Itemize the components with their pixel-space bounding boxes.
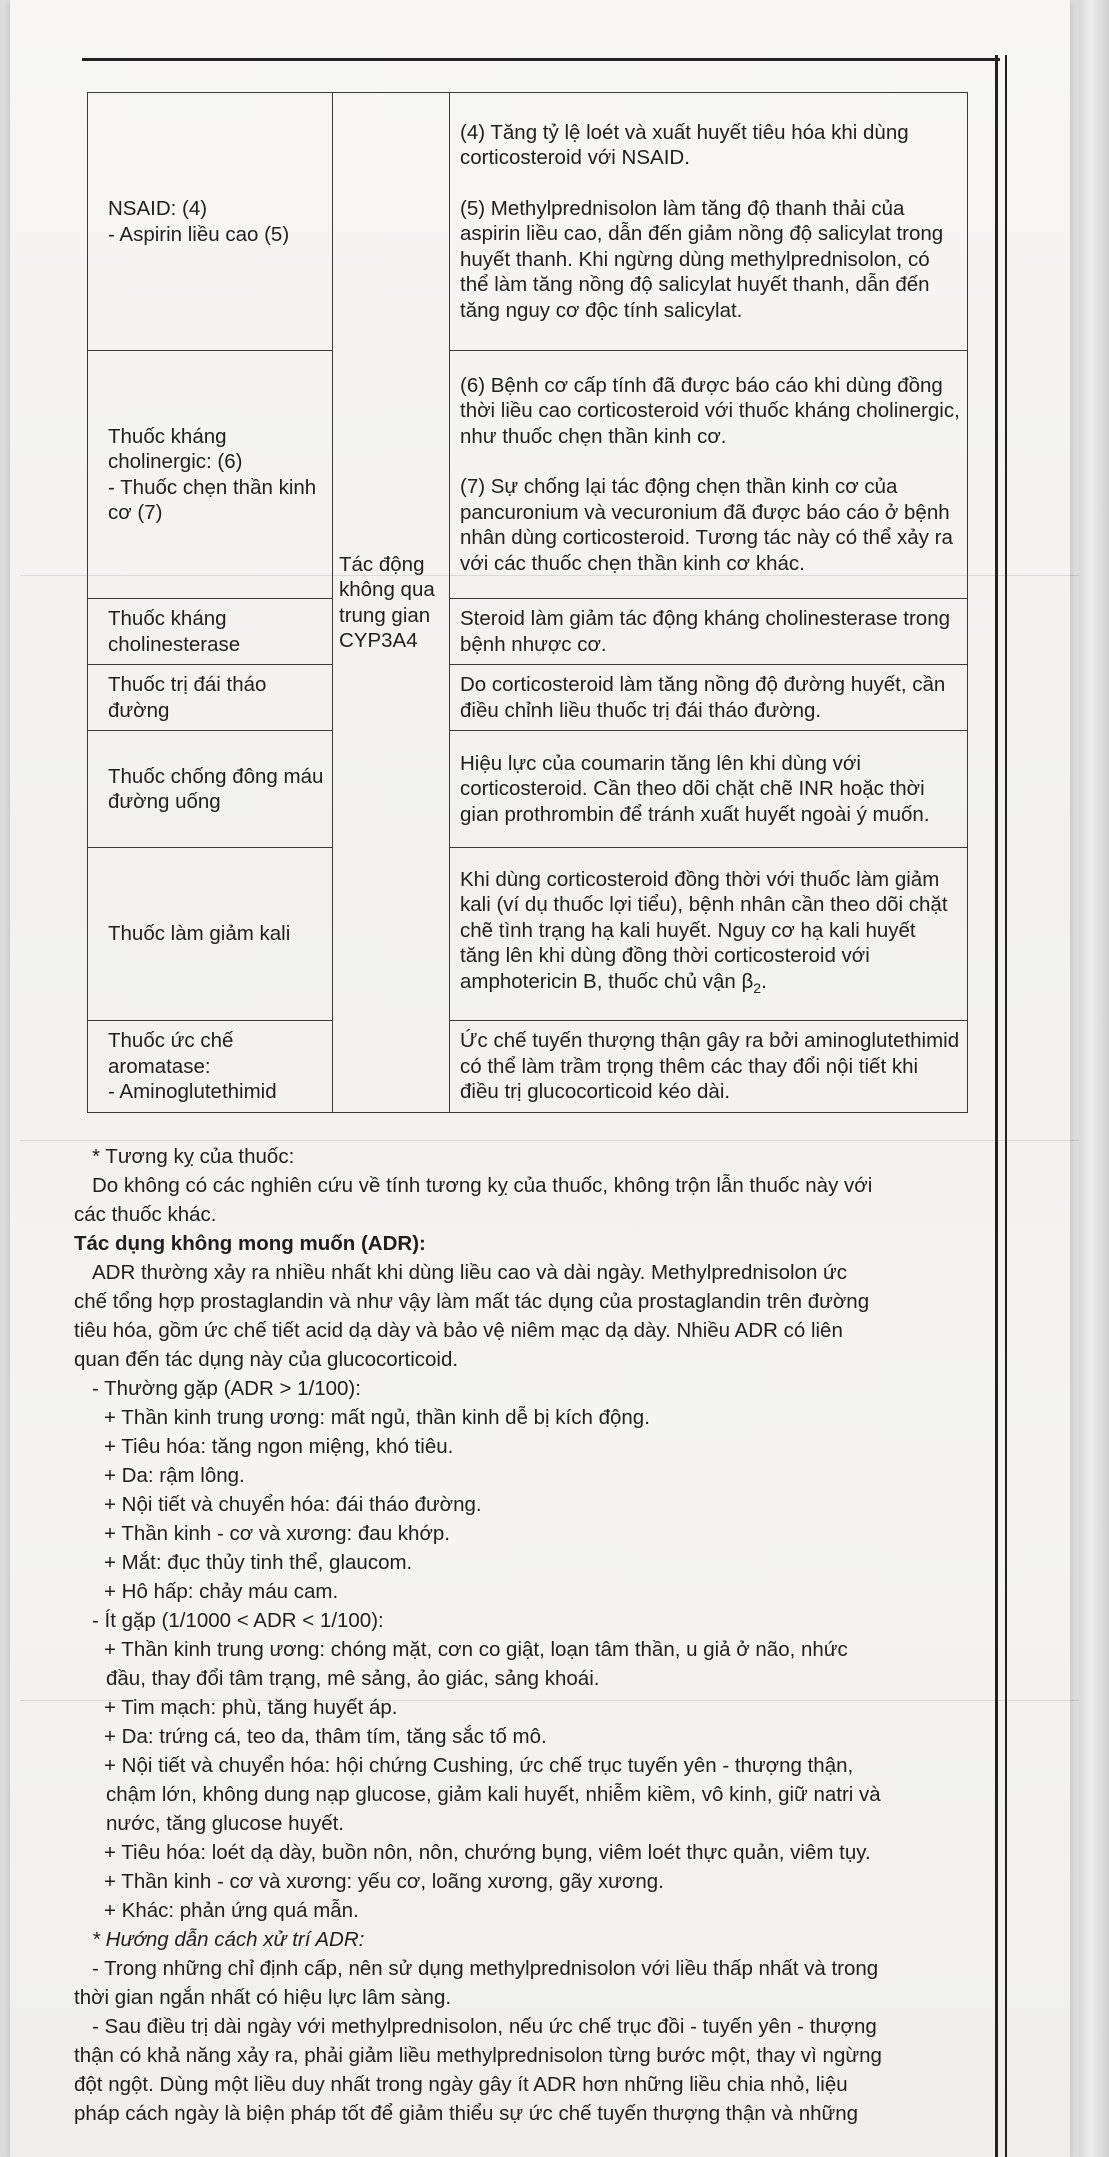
list-item: + Nội tiết và chuyển hóa: đái tháo đường. — [104, 1493, 482, 1516]
paragraph-line: pháp cách ngày là biện pháp tốt để giảm thiểu sự ức chế tuyến thượng thận và những — [74, 2102, 859, 2125]
drug-name: Thuốc ức chế aromatase: — [108, 1029, 234, 1078]
interaction-table — [87, 92, 968, 1113]
list-item: chậm lớn, không dung nạp glucose, giảm kali huyết, nhiễm kiềm, vô kinh, giữ natri và — [106, 1783, 881, 1806]
list-item: + Da: rậm lông. — [104, 1464, 245, 1487]
list-item: + Mắt: đục thủy tinh thể, glaucom. — [104, 1551, 413, 1574]
section-heading: * Hướng dẫn cách xử trí ADR: — [92, 1928, 365, 1951]
table-row — [88, 93, 968, 351]
list-item: + Thần kinh trung ương: chóng mặt, cơn co giật, loạn tâm thần, u giả ở não, nhức — [104, 1638, 848, 1661]
page-frame-right-outer — [1005, 55, 1007, 2157]
section-heading: Tác dụng không mong muốn (ADR): — [74, 1232, 426, 1255]
background-edge — [1079, 0, 1109, 2157]
table-row — [88, 848, 968, 1021]
list-item: nước, tăng glucose huyết. — [106, 1812, 345, 1835]
list-item: + Thần kinh - cơ và xương: yếu cơ, loãng xương, gãy xương. — [104, 1870, 664, 1893]
paragraph-line: ADR thường xảy ra nhiều nhất khi dùng liều cao và dài ngày. Methylprednisolon ức — [92, 1261, 848, 1284]
drug-name: - Aminoglutethimid — [108, 1080, 277, 1104]
note-text: Do corticosteroid làm tăng nồng độ đường huyết, cần điều chỉnh liều thuốc trị đái tháo đường. — [460, 673, 946, 722]
section-heading: * Tương kỵ của thuốc: — [92, 1145, 295, 1168]
drug-name: Thuốc trị đái tháo đường — [108, 673, 267, 722]
note-text-main: Khi dùng corticosteroid đồng thời với thuốc làm giảm kali (ví dụ thuốc lợi tiểu), bệnh nhân cần theo dõi chặt chẽ tình trạng hạ kali huyết. Nguy cơ hạ kali huyết tăng lên khi dùng đồng thời corticosteroid với amphotericin B, thuốc chủ vận β — [460, 867, 948, 993]
table-row — [88, 599, 968, 665]
note-cell — [450, 665, 968, 731]
drug-cell — [88, 848, 333, 1021]
note-text: Steroid làm giảm tác động kháng cholinesterase trong bệnh nhược cơ. — [460, 607, 951, 656]
list-item: + Tim mạch: phù, tăng huyết áp. — [104, 1696, 398, 1719]
list-item: + Hô hấp: chảy máu cam. — [104, 1580, 339, 1603]
list-item: đầu, thay đổi tâm trạng, mê sảng, ảo giác, sảng khoái. — [106, 1667, 600, 1690]
drug-cell — [88, 731, 333, 848]
drug-cell — [88, 665, 333, 731]
paragraph-line: các thuốc khác. — [74, 1203, 217, 1226]
paragraph-line: đột ngột. Dùng một liều duy nhất trong ngày gây ít ADR hơn những liều chia nhỏ, liệu — [74, 2073, 848, 2096]
paragraph-line: Do không có các nghiên cứu về tính tương kỵ của thuốc, không trộn lẫn thuốc này với — [92, 1174, 873, 1197]
paragraph-line: chế tổng hợp prostaglandin và như vậy làm mất tác dụng của prostaglandin trên đường — [74, 1290, 870, 1313]
drug-name: - Thuốc chẹn thần kinh cơ (7) — [108, 475, 317, 524]
drug-name: Thuốc làm giảm kali — [108, 922, 291, 946]
drug-name: - Aspirin liều cao (5) — [108, 222, 290, 246]
paragraph-line: - Trong những chỉ định cấp, nên sử dụng methylprednisolon với liều thấp nhất và trong — [92, 1957, 879, 1980]
table-row — [88, 665, 968, 731]
list-item: + Khác: phản ứng quá mẫn. — [104, 1899, 359, 1922]
fold-crease — [20, 1140, 1080, 1141]
note-cell — [450, 1021, 968, 1113]
paragraph-line: tiêu hóa, gồm ức chế tiết acid dạ dày và bảo vệ niêm mạc dạ dày. Nhiều ADR có liên — [74, 1319, 843, 1342]
note-text: (7) Sự chống lại tác động chẹn thần kinh cơ của pancuronium và vecuronium đã được báo cáo ở bệnh nhân dùng corticosteroid. Tương tác này có thể xảy ra với các thuốc chẹn thần kinh cơ khác. — [460, 475, 953, 575]
note-cell — [450, 599, 968, 665]
note-cell — [450, 848, 968, 1021]
list-item: + Tiêu hóa: loét dạ dày, buồn nôn, nôn, chướng bụng, viêm loét thực quản, viêm tụy. — [104, 1841, 871, 1864]
list-item: + Tiêu hóa: tăng ngon miệng, khó tiêu. — [104, 1435, 454, 1458]
table-row — [88, 351, 968, 599]
note-cell — [450, 731, 968, 848]
list-item: + Nội tiết và chuyển hóa: hội chứng Cushing, ức chế trục tuyến yên - thượng thận, — [104, 1754, 854, 1777]
subscript: 2 — [753, 979, 762, 996]
paragraph-line: thận có khả năng xảy ra, phải giảm liều methylprednisolon từng bước một, thay vì ngừng — [74, 2044, 882, 2067]
list-item: + Thần kinh - cơ và xương: đau khớp. — [104, 1522, 450, 1545]
note-cell — [450, 351, 968, 599]
list-item: + Thần kinh trung ương: mất ngủ, thần kinh dễ bị kích động. — [104, 1406, 650, 1429]
note-text: Ức chế tuyến thượng thận gây ra bởi aminoglutethimid có thể làm trầm trọng thêm các thay đổi nội tiết khi điều trị glucocorticoid kéo dài. — [460, 1029, 960, 1104]
note-text — [460, 867, 961, 1002]
table-row — [88, 1021, 968, 1113]
page-frame-right — [995, 55, 998, 2157]
body-text — [74, 1142, 974, 2128]
list-item: + Da: trứng cá, teo da, thâm tím, tăng sắc tố mô. — [104, 1725, 547, 1748]
note-text: (4) Tăng tỷ lệ loét và xuất huyết tiêu hóa khi dùng corticosteroid với NSAID. — [460, 120, 909, 170]
list-item: - Ít gặp (1/1000 < ADR < 1/100): — [92, 1609, 384, 1632]
list-item: - Thường gặp (ADR > 1/100): — [92, 1377, 361, 1400]
drug-name: NSAID: (4) — [108, 197, 208, 220]
drug-cell — [88, 93, 333, 351]
drug-name: Thuốc kháng cholinergic: (6) — [108, 424, 243, 473]
drug-name: Thuốc chống đông máu đường uống — [108, 764, 324, 813]
drug-cell — [88, 599, 333, 665]
page-frame-top — [82, 58, 1000, 61]
note-text-tail: . — [761, 969, 767, 993]
note-cell — [450, 93, 968, 351]
paragraph-line: thời gian ngắn nhất có hiệu lực lâm sàng. — [74, 1986, 452, 2009]
paragraph-line: - Sau điều trị dài ngày với methylprednisolon, nếu ức chế trục đồi - tuyến yên - thượng — [92, 2015, 877, 2038]
note-text: (5) Methylprednisolon làm tăng độ thanh thải của aspirin liều cao, dẫn đến giảm nồng độ salicylat trong huyết thanh. Khi ngừng dùng methylprednisolon, có thể làm tăng nồng độ salicylat huyết thanh, dẫn đến tăng nguy cơ độc tính salicylat. — [460, 196, 944, 322]
note-text: (6) Bệnh cơ cấp tính đã được báo cáo khi dùng đồng thời liều cao corticosteroid với thuốc kháng cholinergic, như thuốc chẹn thần kinh cơ. — [460, 373, 960, 448]
note-text: Hiệu lực của coumarin tăng lên khi dùng với corticosteroid. Cần theo dõi chặt chẽ INR hoặc thời gian prothrombin để tránh xuất huyết ngoài ý muốn. — [460, 751, 930, 826]
drug-name: Thuốc kháng cholinesterase — [108, 607, 241, 656]
mechanism-cell: Tác động không qua trung gian CYP3A4 — [333, 93, 450, 1113]
paragraph-line: quan đến tác dụng này của glucocorticoid. — [74, 1348, 459, 1371]
drug-cell — [88, 351, 333, 599]
table-row — [88, 731, 968, 848]
drug-cell — [88, 1021, 333, 1113]
